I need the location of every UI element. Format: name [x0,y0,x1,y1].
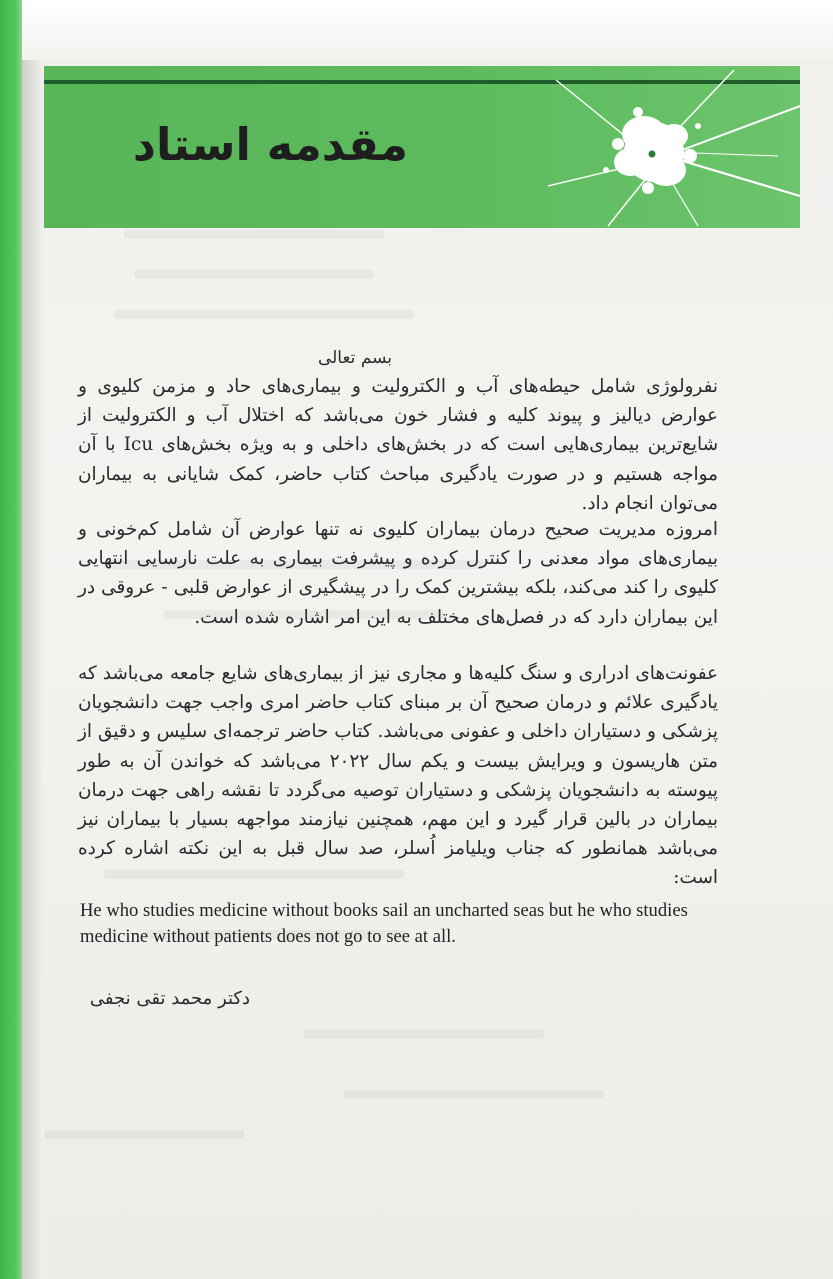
paint-splash-icon [548,66,800,228]
intro-paragraph-3: عفونت‌های ادراری و سنگ کلیه‌ها و مجاری نیز از بیماری‌های شایع جامعه می‌باشد که یادگیری علائم و درمان صحیح آن بر مبنای کتاب حاضر امری واجب جهت دانشجویان پزشکی و دستیاران داخلی و عفونی می‌باشد. کتاب حاضر ترجمه‌ای سلیس و دقیق از متن هاریسون و ویرایش بیست و یکم سال ۲۰۲۲ می‌باشد که خواندن آن به طور پیوسته به دانشجویان پزشکی و دستیاران توصیه می‌گردد تا نقشه راهی جهت درمان بیماران در بالین قرار گیرد و این مهم، همچنین نیازمند مواجهه بسیار با بیماران نیز می‌باشد همانطور که جناب ویلیامز اُسلر، صد سال قبل به این نکته اشاره کرده است: [78,663,719,889]
english-quote: He who studies medicine without books sail an uncharted seas but he who studies medicine without patients does not go to see at all. [80,900,688,947]
intro-paragraph-2: امروزه مدیریت صحیح درمان بیماران کلیوی نه تنها عوارض آن شامل کم‌خونی و بیماری‌های مواد معدنی را کنترل کرده و پیشرفت بیماری به علت نارسایی انتهایی کلیوی را کند می‌کند، بلکه بیشترین کمک را در پیشگیری از عوارض قلبی - عروقی در این بیماران دارد که در فصل‌های مختلف به این امر اشاره شده است. [78,519,718,628]
intro-paragraph-1: نفرولوژی شامل حیطه‌های آب و الکترولیت و بیماری‌های حاد و مزمن کلیوی و عوارض دیالیز و پیوند کلیه و فشار خون می‌باشد که اختلال آب و الکترولیت از شایع‌ترین بیماری‌هایی است که در بخش‌های داخلی و به ویژه بخش‌های Icu با آن مواجه هستیم و در صورت یادگیری مباحث کتاب حاضر، کمک شایانی به بیماران می‌توان انجام داد. [78,376,718,514]
green-edge-strip [0,0,22,1279]
page-gutter-shadow [22,0,44,1279]
page-title: مقدمه استاد [132,118,408,171]
author-signature: دکتر محمد تقی نجفی [89,988,250,1009]
bismillah-line: بسم تعالی [317,348,393,368]
page-top-margin [22,0,833,60]
